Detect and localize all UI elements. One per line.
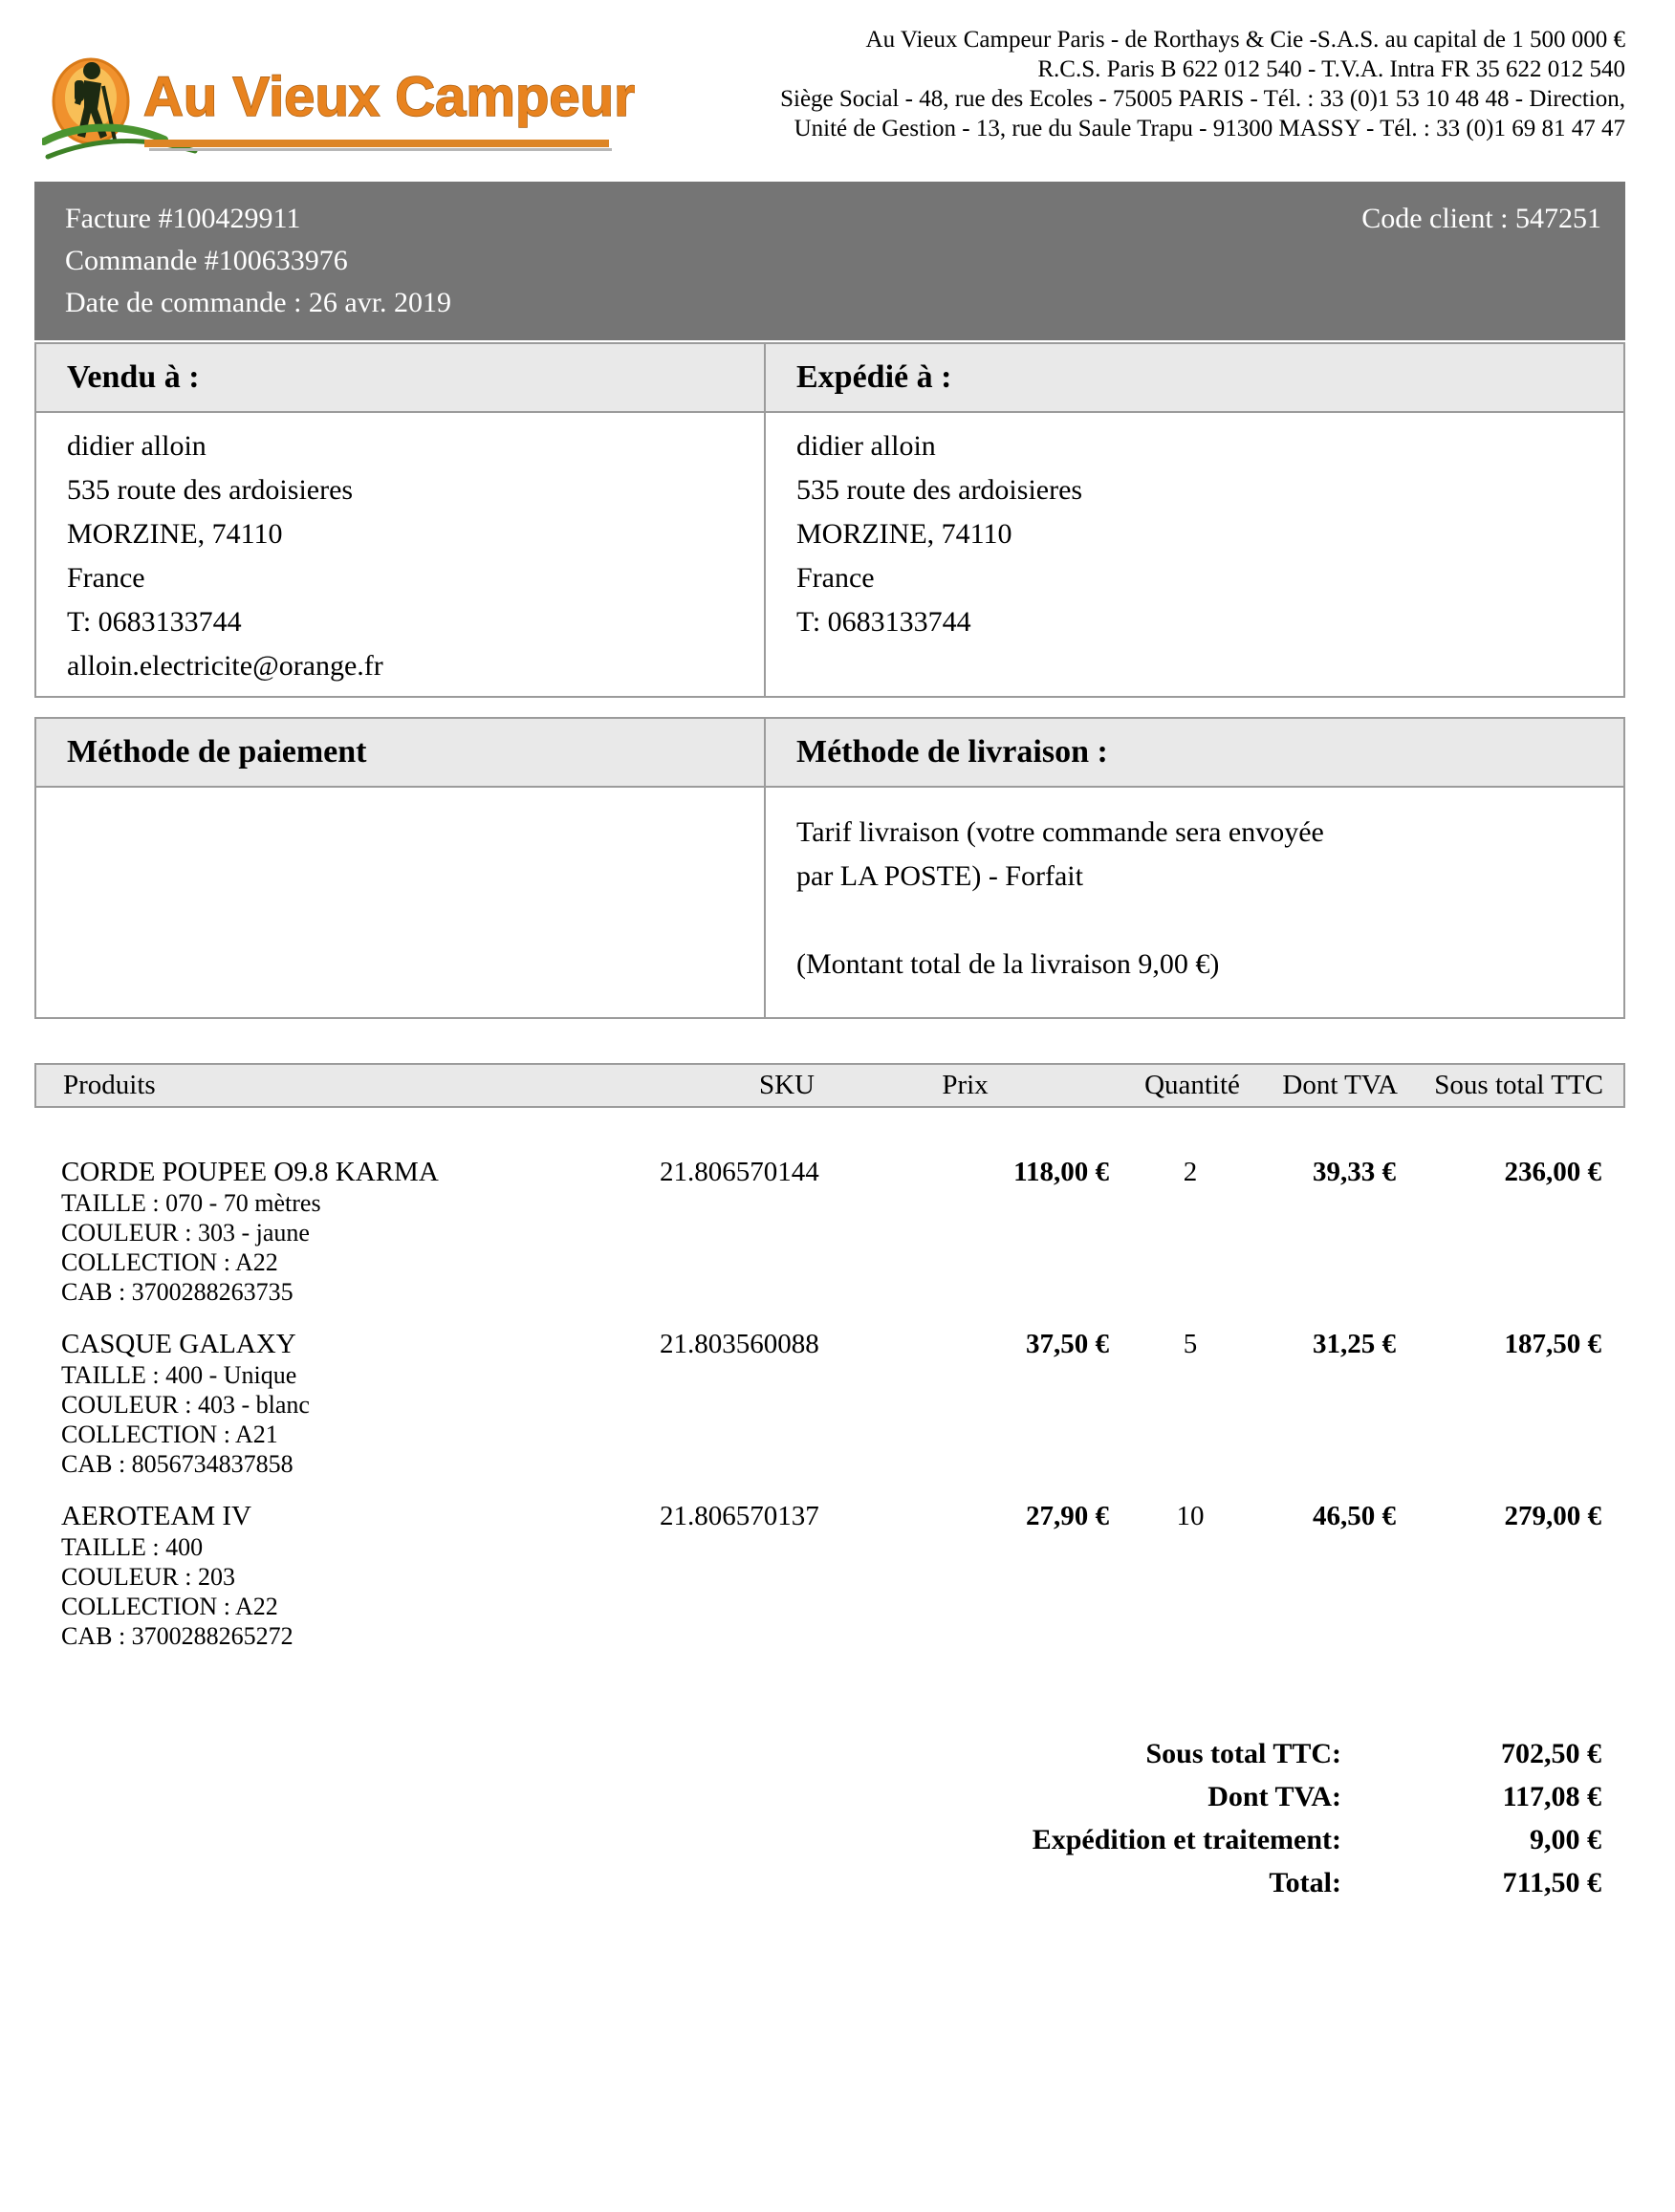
invoice-summary-bar: [34, 182, 1625, 340]
product-quantity: 10: [1176, 1501, 1205, 1531]
product-quantity: 5: [1183, 1329, 1198, 1359]
product-sku: 21.803560088: [660, 1329, 819, 1359]
product-attribute: COULEUR : 303 - jaune: [61, 1219, 310, 1247]
invoice-number: Facture #100429911: [65, 203, 301, 234]
address-line: didier alloin: [796, 430, 936, 462]
addresses-section: [34, 342, 1625, 698]
address-line: France: [67, 562, 145, 594]
au-vieux-campeur-logo-icon: [42, 23, 635, 168]
total-value: 702,50 €: [1501, 1738, 1601, 1769]
product-price: 37,50 €: [1026, 1329, 1109, 1359]
shipping-method-line: Tarif livraison (votre commande sera envoyée: [796, 816, 1324, 848]
table-row: [34, 1500, 1625, 1651]
brand-name: Au Vieux Campeur: [143, 66, 635, 128]
shipping-method-line: [796, 899, 1593, 943]
product-price: 118,00 €: [1013, 1157, 1109, 1187]
product-cell: [34, 1328, 660, 1479]
product-name: AEROTEAM IV: [61, 1501, 251, 1531]
company-info-line: R.C.S. Paris B 622 012 540 - T.V.A. Intra FR 35 622 012 540: [1037, 56, 1625, 82]
methods-section: [34, 717, 1625, 1019]
column-header-dont-tva: Dont TVA: [1282, 1070, 1398, 1100]
product-attribute: COULEUR : 203: [61, 1563, 235, 1591]
address-line: T: 0683133744: [796, 606, 971, 638]
product-attribute: COLLECTION : A22: [61, 1248, 278, 1276]
total-value: 711,50 €: [1502, 1867, 1601, 1898]
shipping-method-line: par LA POSTE) - Forfait: [796, 860, 1083, 892]
products-table-header: [34, 1063, 1625, 1108]
company-info: [780, 25, 1625, 143]
address-line: MORZINE, 74110: [67, 518, 283, 550]
product-attribute: CAB : 3700288265272: [61, 1622, 294, 1650]
column-header-prix: Prix: [942, 1070, 989, 1100]
product-tva: 39,33 €: [1313, 1157, 1396, 1187]
order-number: Commande #100633976: [65, 245, 348, 276]
column-header-quantite: Quantité: [1144, 1070, 1240, 1100]
shipping-method-line: (Montant total de la livraison 9,00 €): [796, 948, 1220, 980]
order-date: Date de commande : 26 avr. 2019: [65, 287, 452, 318]
sold-to-address: [34, 413, 766, 698]
table-row: [34, 1328, 1625, 1479]
product-attribute: COLLECTION : A22: [61, 1593, 278, 1620]
product-attribute: COLLECTION : A21: [61, 1420, 278, 1448]
product-sku: 21.806570137: [660, 1501, 819, 1531]
address-line: 535 route des ardoisieres: [796, 474, 1083, 506]
document-header: [34, 21, 1625, 182]
product-attribute: TAILLE : 400 - Unique: [61, 1361, 297, 1389]
company-info-line: Unité de Gestion - 13, rue du Saule Trapu - 91300 MASSY - Tél. : 33 (0)1 69 81 47 47: [794, 116, 1625, 141]
address-line: T: 0683133744: [67, 606, 242, 638]
column-header-produits: Produits: [63, 1070, 156, 1100]
product-quantity: 2: [1183, 1157, 1198, 1187]
ship-to-address: [766, 413, 1625, 698]
product-attribute: TAILLE : 400: [61, 1533, 204, 1561]
product-tva: 31,25 €: [1313, 1329, 1396, 1359]
client-code: Code client : 547251: [1361, 203, 1601, 234]
product-name: CORDE POUPEE O9.8 KARMA: [61, 1157, 439, 1187]
product-sku: 21.806570144: [660, 1157, 819, 1187]
address-line: didier alloin: [67, 430, 207, 462]
address-email: alloin.electricite@orange.fr: [67, 650, 383, 682]
brand-logo: [42, 23, 635, 173]
total-label: Sous total TTC:: [1145, 1738, 1341, 1769]
product-subtotal: 279,00 €: [1504, 1501, 1601, 1531]
company-info-line: Siège Social - 48, rue des Ecoles - 75005 PARIS - Tél. : 33 (0)1 53 10 48 48 - Direction,: [780, 86, 1625, 112]
total-label: Expédition et traitement:: [1032, 1824, 1341, 1855]
column-header-sous-total: Sous total TTC: [1434, 1070, 1603, 1100]
product-attribute: COULEUR : 403 - blanc: [61, 1391, 310, 1419]
product-cell: [34, 1500, 660, 1651]
product-tva: 46,50 €: [1313, 1501, 1396, 1531]
payment-method-title: Méthode de paiement: [34, 717, 766, 788]
shipping-method-title: Méthode de livraison :: [766, 717, 1625, 788]
ship-to-title: Expédié à :: [766, 342, 1625, 413]
column-header-sku: SKU: [758, 1070, 815, 1100]
address-line: France: [796, 562, 875, 594]
product-attribute: TAILLE : 070 - 70 mètres: [61, 1189, 321, 1217]
product-name: CASQUE GALAXY: [61, 1329, 296, 1359]
shipping-method-content: [766, 788, 1625, 1019]
total-value: 9,00 €: [1530, 1824, 1601, 1855]
product-attribute: CAB : 8056734837858: [61, 1450, 294, 1478]
product-price: 27,90 €: [1026, 1501, 1109, 1531]
table-row: [34, 1156, 1625, 1307]
product-subtotal: 187,50 €: [1504, 1329, 1601, 1359]
totals-section: [34, 1732, 1625, 1904]
company-info-line: Au Vieux Campeur Paris - de Rorthays & Cie -S.A.S. au capital de 1 500 000 €: [865, 27, 1625, 53]
product-subtotal: 236,00 €: [1504, 1157, 1601, 1187]
product-attribute: CAB : 3700288263735: [61, 1278, 294, 1306]
product-cell: [34, 1156, 660, 1307]
address-line: MORZINE, 74110: [796, 518, 1012, 550]
total-value: 117,08 €: [1502, 1781, 1601, 1812]
sold-to-title: Vendu à :: [34, 342, 766, 413]
total-label: Total:: [1269, 1867, 1341, 1898]
address-line: 535 route des ardoisieres: [67, 474, 354, 506]
total-label: Dont TVA:: [1207, 1781, 1341, 1812]
payment-method-content: [34, 788, 766, 1019]
